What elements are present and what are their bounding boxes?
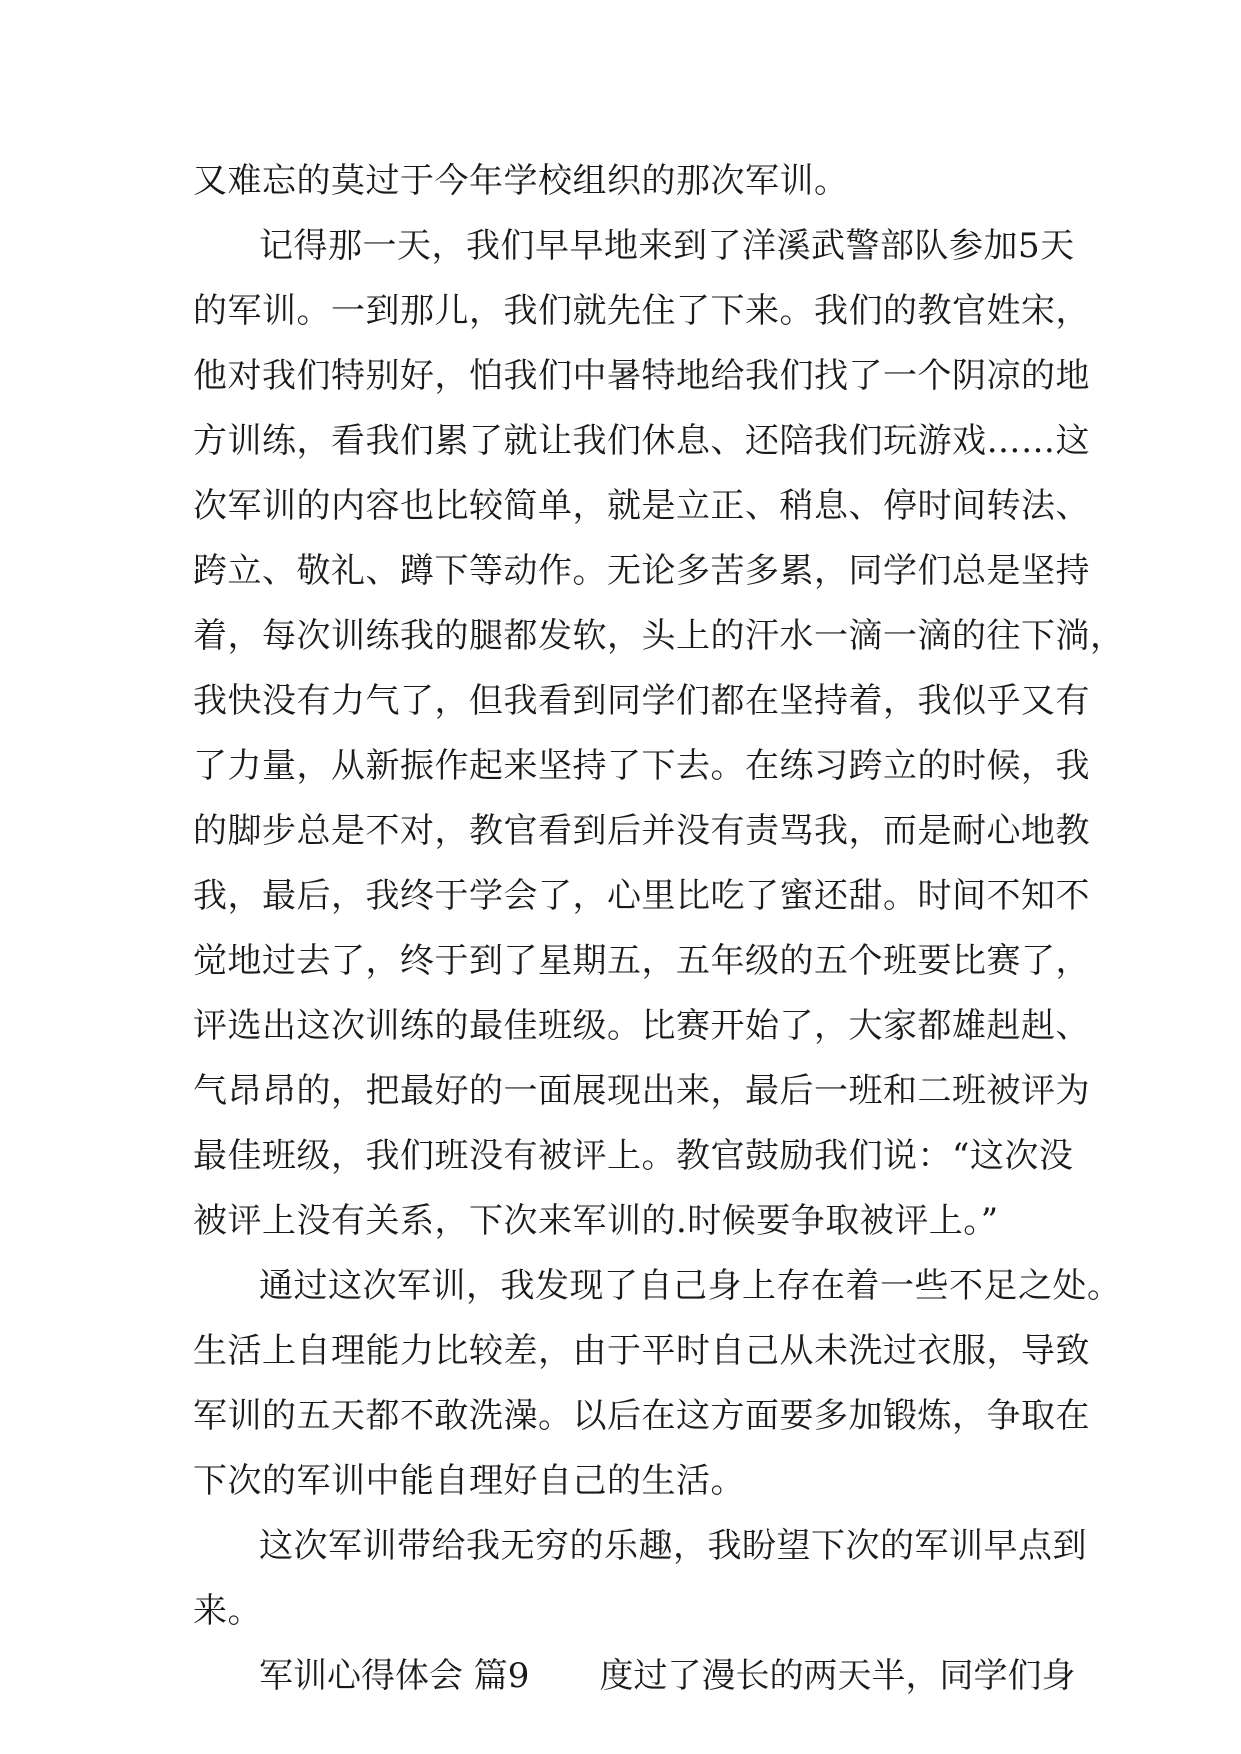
- text-line: 军训的五天都不敢洗澡。以后在这方面要多加锻炼，争取在: [193, 1396, 1090, 1436]
- text-line: 次军训的内容也比较简单，就是立正、稍息、停时间转法、: [193, 486, 1090, 526]
- paragraph-start-line: 这次军训带给我无穷的乐趣，我盼望下次的军训早点到: [259, 1526, 1087, 1566]
- text-line: 他对我们特别好，怕我们中暑特地给我们找了一个阴凉的地: [193, 356, 1090, 396]
- text-line: 来。: [193, 1591, 262, 1631]
- text-line: 着，每次训练我的腿都发软，头上的汗水一滴一滴的往下淌，: [193, 616, 1125, 656]
- section-heading-line: [259, 1649, 1075, 1703]
- text-line: 跨立、敬礼、蹲下等动作。无论多苦多累，同学们总是坚持: [193, 551, 1090, 591]
- text-line: 生活上自理能力比较差，由于平时自己从未洗过衣服，导致: [193, 1331, 1090, 1371]
- paragraph-start-line: 通过这次军训，我发现了自己身上存在着一些不足之处。: [259, 1266, 1122, 1306]
- text-line: 下次的军训中能自理好自己的生活。: [193, 1461, 745, 1501]
- text-line: 最佳班级，我们班没有被评上。教官鼓励我们说：“这次没: [193, 1136, 1074, 1176]
- section-continuation-text: 度过了漫长的两天半，同学们身: [599, 1656, 1076, 1696]
- text-line: 了力量，从新振作起来坚持了下去。在练习跨立的时候，我: [193, 746, 1090, 786]
- text-line: 气昂昂的，把最好的一面展现出来，最后一班和二班被评为: [193, 1071, 1090, 1111]
- text-line: 觉地过去了，终于到了星期五，五年级的五个班要比赛了，: [193, 941, 1090, 981]
- paragraph-start-line: 记得那一天，我们早早地来到了洋溪武警部队参加5天: [259, 226, 1075, 266]
- text-line: 评选出这次训练的最佳班级。比赛开始了，大家都雄赳赳、: [193, 1006, 1090, 1046]
- text-line: 方训练，看我们累了就让我们休息、还陪我们玩游戏……这: [193, 421, 1090, 461]
- section-heading: 军训心得体会 篇9: [259, 1656, 530, 1696]
- text-line: 我快没有力气了，但我看到同学们都在坚持着，我似乎又有: [193, 681, 1090, 721]
- text-line: 的脚步总是不对，教官看到后并没有责骂我，而是耐心地教: [193, 811, 1090, 851]
- text-line: 我，最后，我终于学会了，心里比吃了蜜还甜。时间不知不: [193, 876, 1090, 916]
- text-line: 被评上没有关系，下次来军训的.时候要争取被评上。”: [193, 1201, 999, 1241]
- text-line: 又难忘的莫过于今年学校组织的那次军训。: [193, 161, 849, 201]
- text-line: 的军训。一到那儿，我们就先住了下来。我们的教官姓宋，: [193, 291, 1090, 331]
